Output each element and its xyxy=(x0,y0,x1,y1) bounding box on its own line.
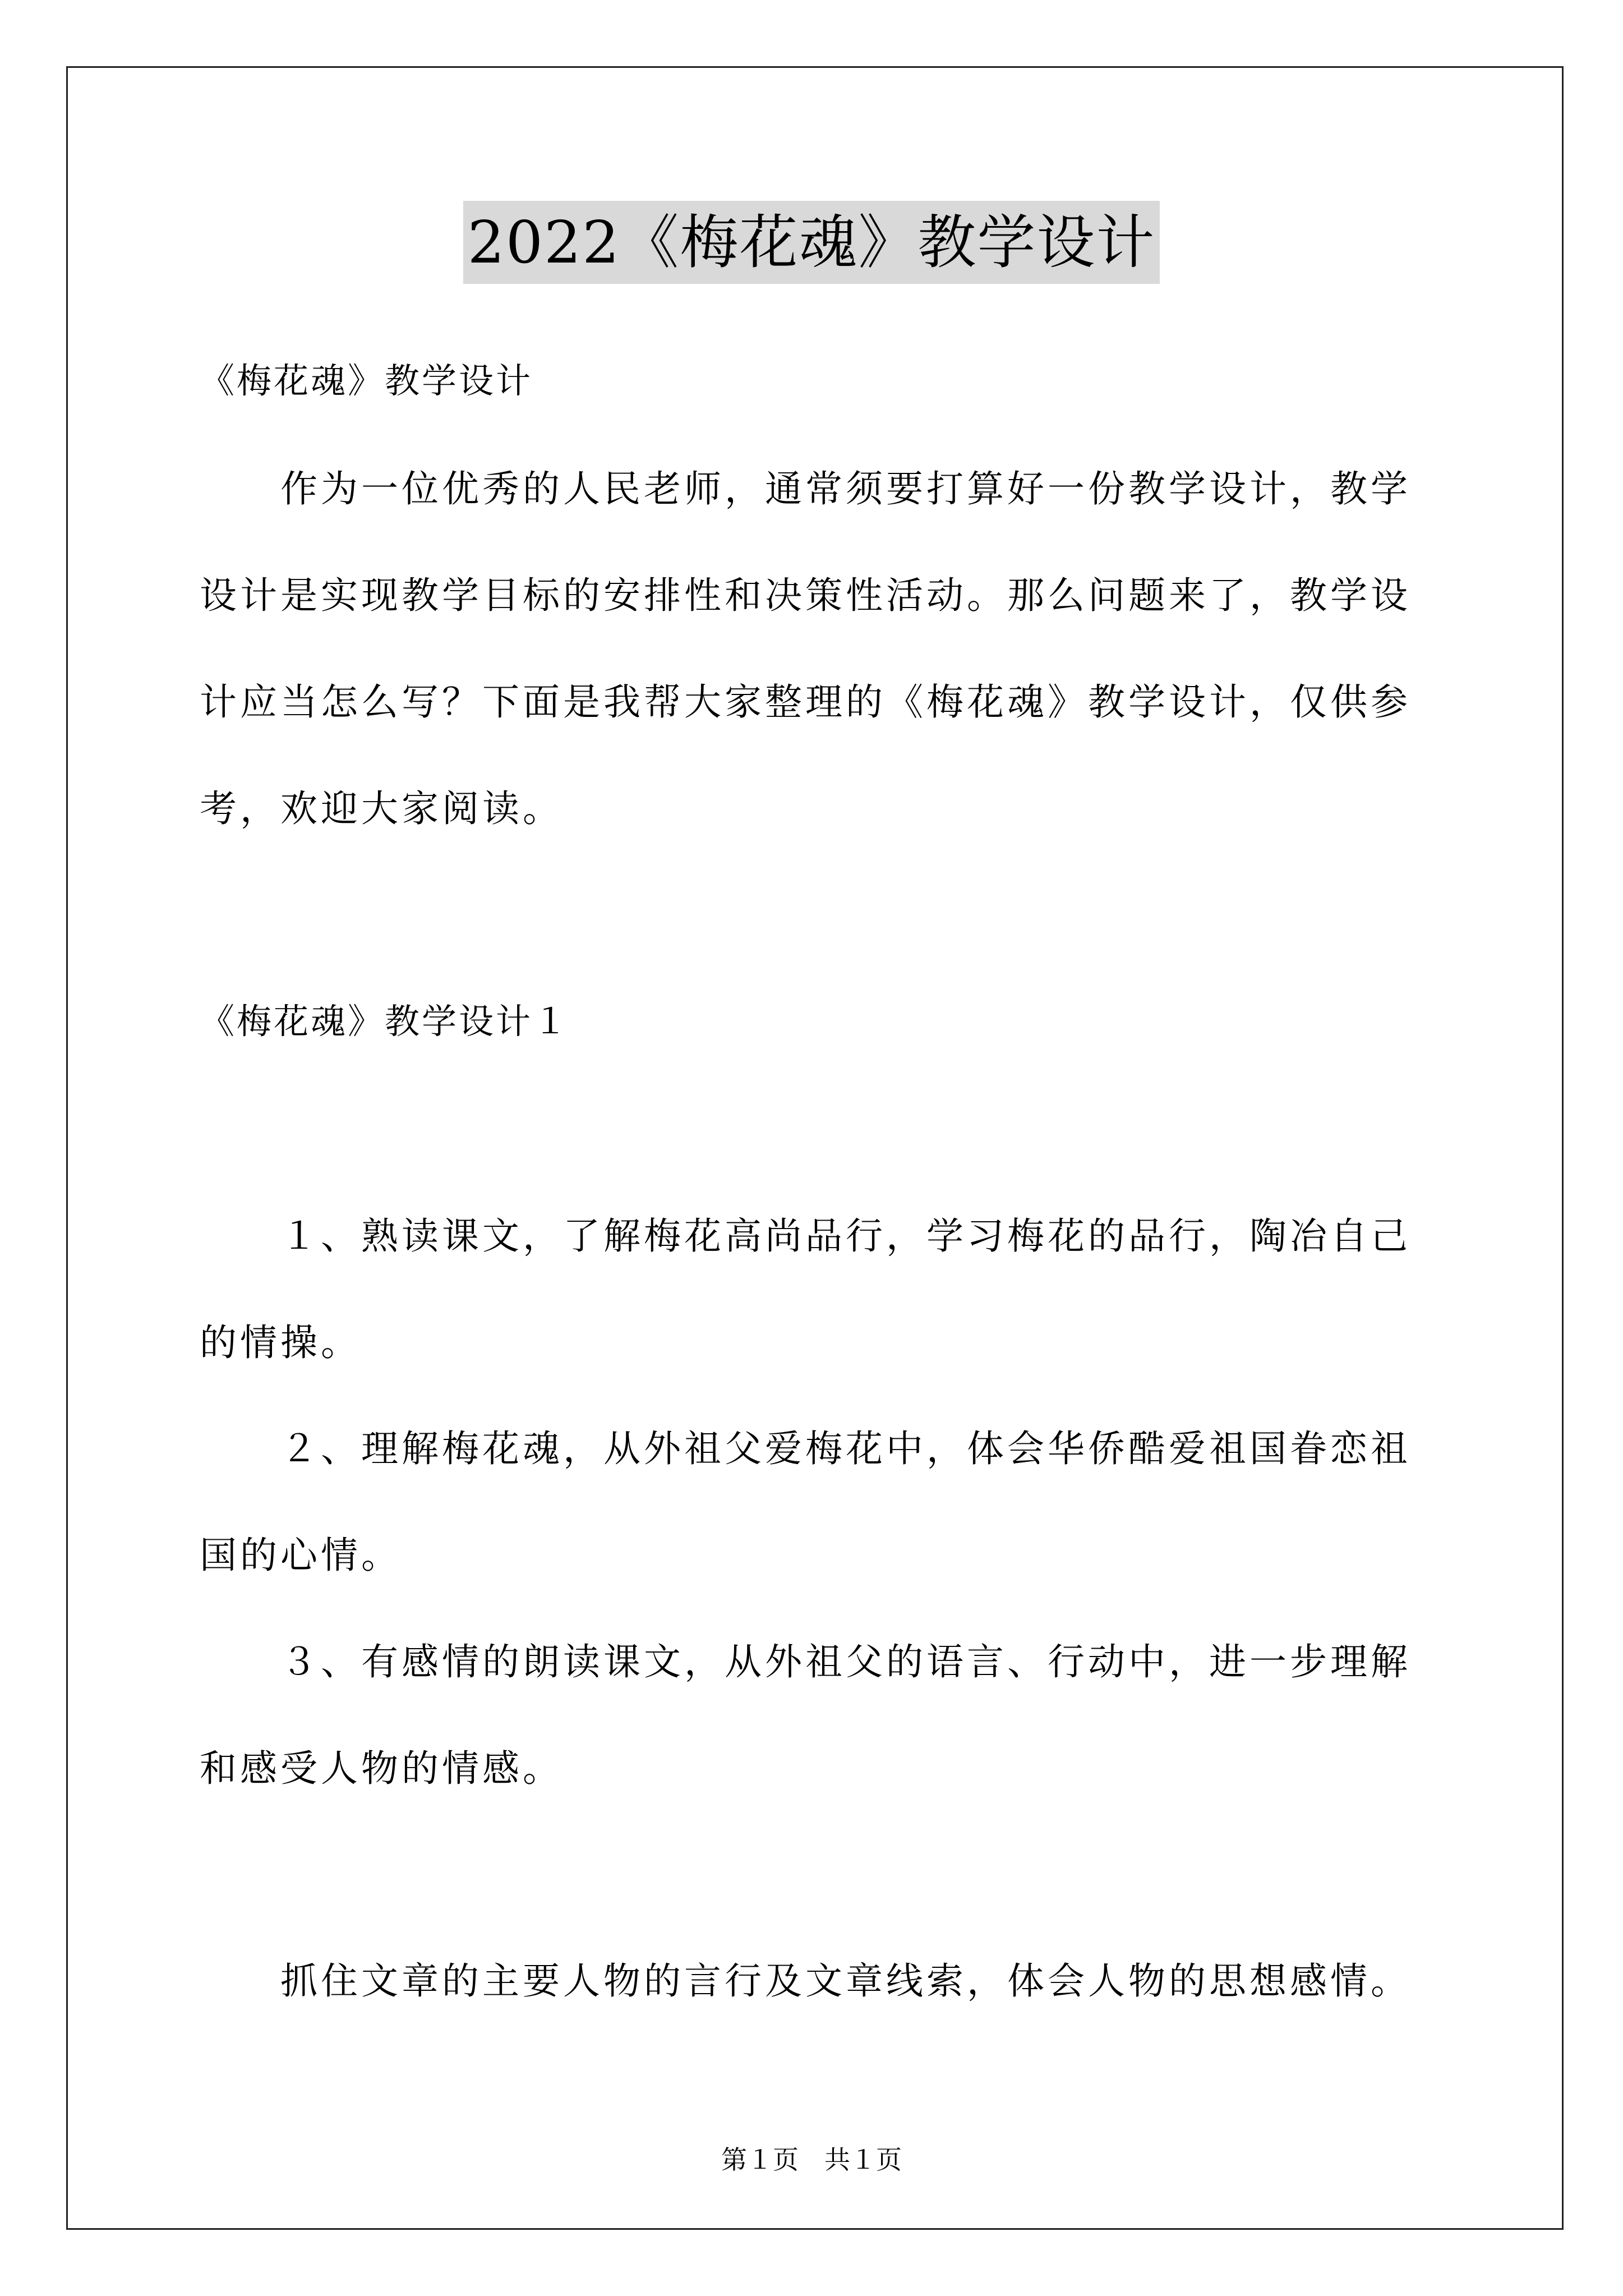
intro-line-4: 考，欢迎大家阅读。 xyxy=(200,787,563,830)
page-footer: 第１页 共１页 xyxy=(721,2145,902,2175)
goal1-line-2: 的情操。 xyxy=(200,1321,361,1364)
title-container xyxy=(0,201,1623,284)
goal3-line-1: ３、有感情的朗读课文，从外祖父的语言、行动中，进一步理解 xyxy=(280,1640,1411,1683)
goal3-line-2: 和感受人物的情感。 xyxy=(200,1747,563,1790)
goal1-line-1: １、熟读课文，了解梅花高尚品行，学习梅花的品行，陶冶自己 xyxy=(280,1214,1411,1258)
document-title: 2022《梅花魂》教学设计 xyxy=(463,201,1160,284)
focus-line: 抓住文章的主要人物的言行及文章线索，体会人物的思想感情。 xyxy=(280,1959,1411,2003)
intro-line-3: 计应当怎么写？下面是我帮大家整理的《梅花魂》教学设计，仅供参 xyxy=(200,680,1411,724)
goal2-line-1: ２、理解梅花魂，从外祖父爱梅花中，体会华侨酷爱祖国眷恋祖 xyxy=(280,1427,1411,1470)
intro-line-1: 作为一位优秀的人民老师，通常须要打算好一份教学设计，教学 xyxy=(280,467,1411,510)
goal2-line-2: 国的心情。 xyxy=(200,1534,402,1577)
intro-line-2: 设计是实现教学目标的安排性和决策性活动。那么问题来了，教学设 xyxy=(200,574,1411,617)
section-heading: 《梅花魂》教学设计１ xyxy=(200,1001,570,1042)
document-subheading: 《梅花魂》教学设计 xyxy=(200,360,533,401)
